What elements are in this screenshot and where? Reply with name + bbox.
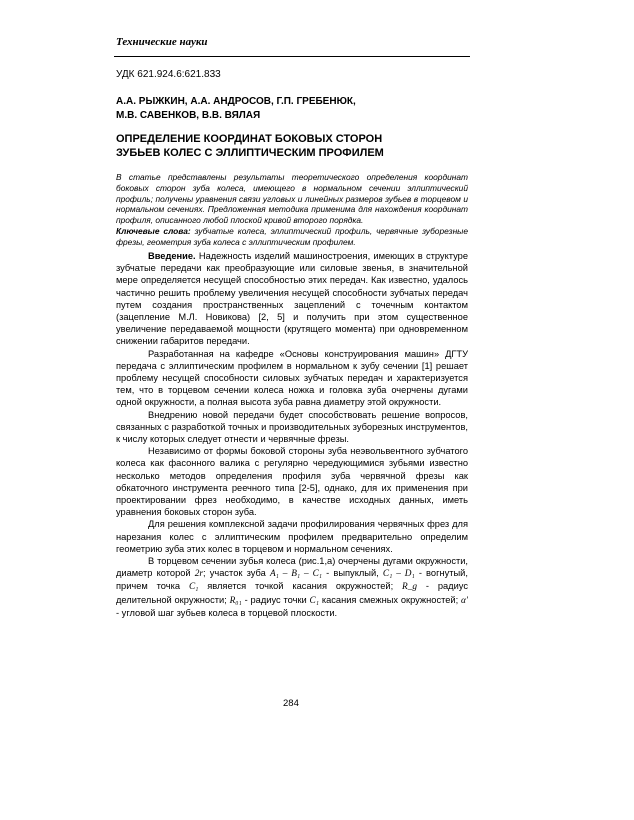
text: - вогнутый, причем точка — [116, 568, 468, 592]
math-a1-b1-c1: A₁ – B₁ – C₁ — [269, 569, 323, 580]
math-c1: C₁ — [309, 595, 319, 606]
keywords-label: Ключевые слова: — [116, 226, 191, 236]
paragraph-with-formulas — [116, 555, 468, 619]
math-c1: C₁ — [188, 582, 199, 593]
header-rule — [114, 56, 470, 57]
text: - угловой шаг зубьев колеса в торцевой плоскости. — [116, 607, 338, 618]
text: является точкой касания окружностей; — [207, 581, 394, 592]
text: ; участок зуба — [203, 568, 266, 579]
udc-code: УДК 621.924.6:621.833 — [116, 69, 221, 80]
math-2r: 2r — [194, 569, 204, 580]
paragraph: Для решения комплексной задачи профилирования червячных фрез для нарезания колес с эллиптическим профилем предварительно определим геометрию зуба этих колес в торцевом и нормальном сечениях. — [116, 519, 468, 554]
text: - выпуклый, — [326, 568, 379, 579]
text: В торцевом сечении зубья колеса (рис.1,а) очерчены дугами окружности, диаметр которой — [116, 556, 468, 579]
title-line: ЗУБЬЕВ КОЛЕС С ЭЛЛИПТИЧЕСКИМ ПРОФИЛЕМ — [116, 147, 384, 159]
intro-label: Введение. — [148, 251, 196, 261]
running-head: Технические науки — [116, 36, 208, 48]
math-alpha: α′ — [461, 595, 468, 606]
authors — [116, 95, 476, 123]
authors-line: А.А. РЫЖКИН, А.А. АНДРОСОВ, Г.П. ГРЕБЕНЮК, — [116, 96, 356, 107]
article-body — [116, 250, 468, 619]
text: - радиус делительной окружности; — [116, 581, 468, 605]
math-rg: R_g — [402, 582, 418, 593]
paragraph-text: Надежность изделий машиностроения, имеющих в структуре зубчатые передачи как преобразующие или силовые звенья, в значительной мере определяется несущей способностью этих передач. Как известно, удалось частично решить проблему увеличения несущей способности зубчатых передач путем создания пространственных зацеплений с точечным контактом (зацепление М.Л. Новикова) [2, 5] и получить при этом существенное увеличение передаваемой мощности (крутящего момента) при одновременном снижении габаритов передачи. — [116, 251, 468, 347]
paragraph: Внедрению новой передачи будет способствовать решение вопросов, связанных с разработкой точных и производительных зуборезных инструментов, к числу которых следует отнести и червячные фрезы. — [116, 409, 468, 445]
paragraph: Разработанная на кафедре «Основы конструирования машин» ДГТУ передача с эллиптическим профилем в нормальном к зубу сечении [1] решает проблему несущей способности силовых зубчатых передач и характеризуется тем, что в торцевом сечении колеса ножка и головка зуба очерчены дугами одной окружности, а полная высота зуба равна диаметру этой окружности. — [116, 348, 468, 408]
math-r01: R₀₁ — [229, 595, 242, 606]
title-line: ОПРЕДЕЛЕНИЕ КООРДИНАТ БОКОВЫХ СТОРОН — [116, 133, 383, 145]
abstract: В статье представлены результаты теоретического определения координат боковых сторон зуба колеса, имеющего в нормальном сечении эллиптический профиль; получены уравнения связи угловых и линейных размеров зубьев в торцевом и нормальном сечениях. Предложенная методика применима для нахождения координат профиля, описанного любой плоской кривой второго порядка. — [116, 172, 468, 226]
keywords-text: зубчатые колеса, эллиптический профиль, червячные зуборезные фрезы, геометрия зуба колеса с эллиптическим профилем. — [116, 226, 469, 247]
math-c1-d1: C₁ – D₁ — [382, 569, 415, 580]
paragraph: Независимо от формы боковой стороны зуба неэвольвентного зубчатого колеса как фасонного валика с регулярно чередующимися зубьями известно несколько методов определения профиля зуба червячной фрезы как обкаточного инструмента реечного типа [2-5], однако, для их применения при проектировании фрез необходимо, в качестве исходных данных, иметь уравнения боковых сторон зуба. — [116, 446, 468, 518]
keywords — [116, 226, 468, 248]
authors-line: М.В. САВЕНКОВ, В.В. ВЯЛАЯ — [116, 110, 261, 121]
text: касания смежных окружностей; — [321, 594, 459, 605]
text: - радиус точки — [244, 594, 307, 605]
paragraph-intro — [116, 250, 468, 348]
page-number: 284 — [283, 698, 299, 709]
article-title — [116, 132, 476, 160]
